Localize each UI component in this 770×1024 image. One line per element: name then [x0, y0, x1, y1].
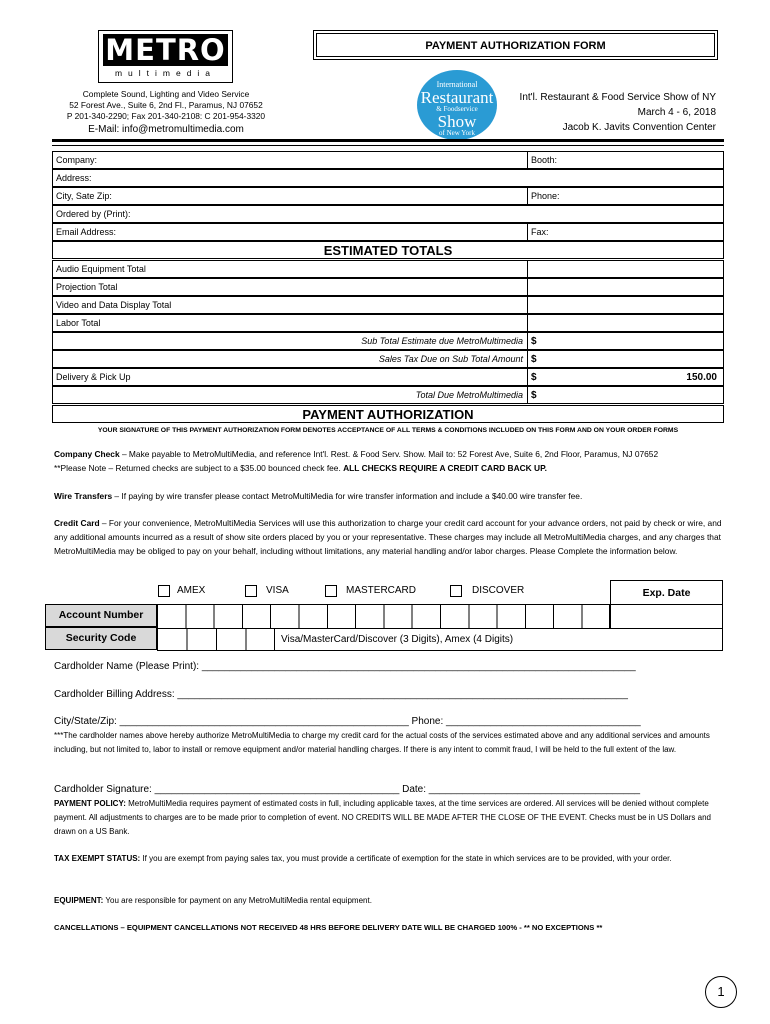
- discover-label: DISCOVER: [472, 585, 525, 596]
- logo-word: METRO: [103, 34, 228, 66]
- equipment-policy: EQUIPMENT: You are responsible for payment on any MetroMultiMedia rental equipment.: [54, 896, 372, 905]
- video-total-value[interactable]: [527, 296, 724, 314]
- form-title: PAYMENT AUTHORIZATION FORM: [313, 30, 718, 60]
- wire-transfer-paragraph: Wire Transfers – If paying by wire transfer please contact MetroMultiMedia for wire transfer information and include a $40.00 wire transfer fee.: [54, 491, 583, 501]
- header-divider: [52, 139, 724, 142]
- company-field[interactable]: Company:: [52, 151, 528, 169]
- total-due-label: Total Due MetroMultimedia: [52, 386, 528, 404]
- projection-total-value[interactable]: [527, 278, 724, 296]
- mastercard-checkbox[interactable]: [325, 585, 337, 597]
- city-field[interactable]: City, Sate Zip:: [52, 187, 528, 205]
- company-check-paragraph: Company Check – Make payable to MetroMultiMedia, and reference Int'l. Rest. & Food Serv. Show. Mail to: 52 Forest Ave, Suite 6, 2nd Floor, Paramus, NJ 07652 **Please Note – Returned checks are subject to a $35.00 bounced check fee. ALL CHECKS REQUIRE A CREDIT CARD BACK UP.: [54, 449, 659, 473]
- sales-tax-value[interactable]: $: [527, 350, 724, 368]
- total-due-value[interactable]: $: [527, 386, 724, 404]
- company-tagline: Complete Sound, Lighting and Video Service: [82, 89, 250, 99]
- page-number: 1: [705, 976, 737, 1008]
- security-code-label: Security Code: [45, 627, 157, 650]
- authorization-statement: ***The cardholder names above hereby authorize MetroMultiMedia to charge my credit card for the actual costs of the services estimated above and any additional services and amounts including, but not limited to, labor to install or remove equipment and/or material handling charges. If there is any intent to commit fraud, I will be held to the full extent of the law.: [54, 731, 710, 754]
- audio-total-value[interactable]: [527, 260, 724, 278]
- exp-date-input[interactable]: [610, 604, 723, 629]
- tax-exempt-status: TAX EXEMPT STATUS: If you are exempt from paying sales tax, you must provide a certificate of exemption for the state in which services are to be provided, with your order.: [54, 854, 672, 863]
- company-phones: P 201-340-2290; Fax 201-340-2108: C 201-954-3320: [66, 111, 266, 121]
- visa-checkbox[interactable]: [245, 585, 257, 597]
- visa-label: VISA: [266, 585, 289, 596]
- delivery-label: Delivery & Pick Up: [52, 368, 528, 386]
- metro-logo: [98, 30, 233, 83]
- delivery-amount: 150.00: [686, 372, 717, 383]
- payment-policy: PAYMENT POLICY: MetroMultiMedia requires payment of estimated costs in full, including applicable taxes, at the time services are ordered. All services will be denied without complete payment. All adjustments to charges are to be made prior to completion of event. NO CREDITS WILL BE MADE AFTER THE CLOSE OF THE EVENT. Checks must be in US Dollars and drawn on a US Bank.: [54, 799, 711, 836]
- exp-date-label: Exp. Date: [610, 580, 723, 605]
- credit-card-paragraph: Credit Card – For your convenience, MetroMultiMedia Services will use this authorization to charge your credit card account for your advance orders, not paid by check or wire, and any additional amounts incurred as a result of show site orders placed by you or your representative. These charges may include all MetroMultiMedia charges, and any charges that MetroMultiMedia may be obliged to pay on your behalf, including without limitations, any material handling and/or labor charges. Please Complete the information below.: [54, 518, 722, 556]
- show-seal-icon: International Restaurant & Foodservice Show of New York: [417, 70, 497, 140]
- projection-total-label: Projection Total: [52, 278, 528, 296]
- company-email: E-Mail: info@metromultimedia.com: [88, 124, 244, 135]
- labor-total-value[interactable]: [527, 314, 724, 332]
- signature-notice: YOUR SIGNATURE OF THIS PAYMENT AUTHORIZATION FORM DENOTES ACCEPTANCE OF ALL TERMS & CONDITIONS INCLUDED ON THIS FORM AND ON YOUR ORDER FORMS: [97, 427, 679, 434]
- cardholder-signature-line[interactable]: Cardholder Signature: ____________________________________________ Date: ______________________________________: [54, 784, 641, 795]
- video-total-label: Video and Data Display Total: [52, 296, 528, 314]
- fax-field[interactable]: Fax:: [527, 223, 724, 241]
- security-code-input[interactable]: [157, 628, 275, 651]
- security-code-hint: Visa/MasterCard/Discover (3 Digits), Amex (4 Digits): [274, 628, 723, 651]
- discover-checkbox[interactable]: [450, 585, 462, 597]
- delivery-dollar: $: [531, 372, 537, 383]
- subtotal-label: Sub Total Estimate due MetroMultimedia: [52, 332, 528, 350]
- header-divider-thin: [52, 145, 724, 146]
- logo-sub: multimedia: [114, 68, 217, 78]
- payment-authorization-heading: PAYMENT AUTHORIZATION: [52, 405, 724, 423]
- account-number-input[interactable]: [157, 604, 610, 629]
- estimated-totals-heading: ESTIMATED TOTALS: [52, 241, 724, 259]
- audio-total-label: Audio Equipment Total: [52, 260, 528, 278]
- city-phone-line[interactable]: City/State/Zip: ____________________________________________________ Phone: ___________________________________: [54, 716, 641, 727]
- show-dates: March 4 - 6, 2018: [637, 107, 716, 118]
- email-field[interactable]: Email Address:: [52, 223, 528, 241]
- subtotal-value[interactable]: $: [527, 332, 724, 350]
- phone-field[interactable]: Phone:: [527, 187, 724, 205]
- company-address: 52 Forest Ave., Suite 6, 2nd Fl., Paramus, NJ 07652: [69, 100, 263, 110]
- sales-tax-label: Sales Tax Due on Sub Total Amount: [52, 350, 528, 368]
- billing-address-line[interactable]: Cardholder Billing Address: _________________________________________________________________________________: [54, 689, 628, 700]
- show-venue: Jacob K. Javits Convention Center: [562, 122, 716, 133]
- ordered-by-field[interactable]: Ordered by (Print):: [52, 205, 724, 223]
- delivery-value[interactable]: [527, 368, 724, 386]
- amex-checkbox[interactable]: [158, 585, 170, 597]
- mastercard-label: MASTERCARD: [346, 585, 417, 596]
- show-name: Int'l. Restaurant & Food Service Show of NY: [519, 92, 716, 103]
- amex-label: AMEX: [177, 585, 206, 596]
- booth-field[interactable]: Booth:: [527, 151, 724, 169]
- cardholder-name-line[interactable]: Cardholder Name (Please Print): ______________________________________________________________________________: [54, 661, 636, 672]
- cancellation-policy: CANCELLATIONS – EQUIPMENT CANCELLATIONS NOT RECEIVED 48 HRS BEFORE DELIVERY DATE WILL BE CHARGED 100% - ** NO EXCEPTIONS **: [54, 923, 603, 932]
- labor-total-label: Labor Total: [52, 314, 528, 332]
- address-field[interactable]: Address:: [52, 169, 724, 187]
- account-number-label: Account Number: [45, 604, 157, 627]
